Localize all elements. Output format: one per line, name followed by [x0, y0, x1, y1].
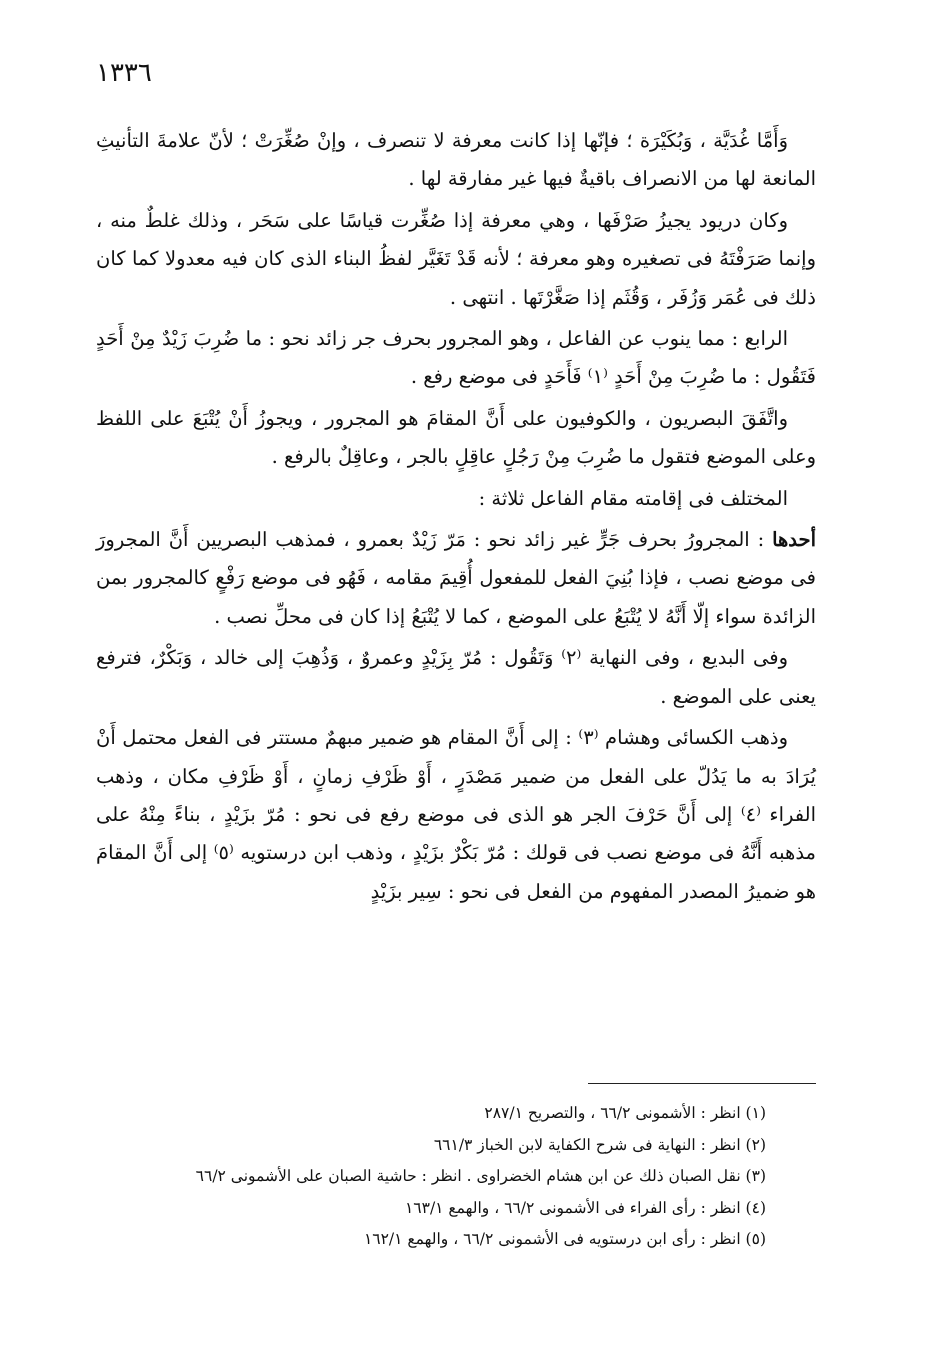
paragraph-text: المختلف فى إقامته مقام الفاعل ثلاثة : [478, 486, 788, 510]
paragraph-3 [96, 320, 816, 397]
footnote-2: (٢) انظر : النهاية فى شرح الكفاية لابن الخباز ٦٦١/٣ [433, 1135, 766, 1154]
footnote-4: (٤) انظر : رأى الفراء فى الأشمونى ٦٦/٢ ، والهمع ١٦٣/١ [404, 1198, 766, 1217]
paragraph-text: : المجرورُ بحرف جَرٍّ غير زائد نحو : مَرّ زَيْدٌ بعمرو ، فمذهب البصريين أَنَّ المجرورَ فى موضع نصب ، فإذا بُنِيَ الفعل للمفعول أُقِيمَ مقامه ، فَهُو فى موضع رَفْعٍ كالمجرور بمن الزائدة سواء إلّا أَنَّهُ لا يُتْبَعُ على الموضع ، كما لا يُتْبَعُ إذا كان فى محلِّ نصب . [96, 528, 816, 628]
paragraph-text: الرابع : مما ينوب عن الفاعل ، وهو المجرور بحرف جر زائد نحو : ما ضُرِبَ زَيْدٌ مِنْ أَحَدٍ فَتَقُول : ما ضُرِبَ مِنْ أَحَدٍ ⁽١⁾ فَأَحَدٍ فى موضع رفع . [96, 327, 816, 389]
paragraph-text: وَأَمَّا غُدَيَّة ، وَبُكَيْرَة ؛ فإنّها إذا كانت معرفة لا تنصرف ، وإنْ صُغِّرَتْ ؛ لأنّ علامةَ التأنيثِ المانعة لها من الانصراف باقيةٌ فيها غير مفارقة لها . [96, 129, 816, 191]
paragraph-lead: أحدها [772, 528, 816, 552]
paragraph-6 [96, 521, 816, 636]
page-number: ١٣٣٦ [96, 58, 152, 88]
footnote-divider [588, 1083, 816, 1084]
paragraph-text: وذهب الكسائى وهشام ⁽٣⁾ : إلى أَنَّ المقام هو ضمير مبهمٌ مستتر فى الفعل محتمل أَنْ يُرَادَ به ما يَدُلّ على الفعل من ضمير مَصْدَرٍ ، أَوْ ظَرْفِ زمانٍ ، أَوْ ظَرْفِ مكان ، وذهب الفراء ⁽٤⁾ إلى أَنَّ حَرْفَ الجر هو الذى فى موضع رفع فى نحو : مُرّ بزَيْدٍ ، بناءً مِنْهُ على مذهبه أَنَّهُ فى موضع نصب فى قولك : مُرّ بَكْرٌ بزَيْدٍ ، وذهب ابن درستويه ⁽٥⁾ إلى أَنَّ المقامَ هو ضميرُ المصدر المفهوم من الفعل فى نحو : سِير بزَيْدٍ [96, 726, 816, 903]
main-text [96, 122, 816, 914]
footnote-5: (٥) انظر : رأى ابن درستويه فى الأشمونى ٦٦/٢ ، والهمع ١٦٢/١ [363, 1230, 766, 1249]
footnote-1: (١) انظر : الأشمونى ٦٦/٢ ، والتصريح ٢٨٧/١ [484, 1104, 766, 1122]
footnote-3: (٣) نقل الصبان ذلك عن ابن هشام الخضراوى . انظر : حاشية الصبان على الأشمونى ٦٦/٢ [195, 1167, 766, 1186]
paragraph-1 [96, 122, 816, 199]
paragraph-4 [96, 400, 816, 477]
footnotes [66, 1098, 786, 1256]
paragraph-text: وكان دريود يجيزُ صَرْفَها ، وهي معرفة إذا صُغِّرت قياسًا على سَحَر ، وذلك غلطٌ منه ، وإنما صَرَفْتَهُ فى تصغيره وهو معرفة ؛ لأنه قَدْ تَغَيَّر لفظُ البناء الذى كان فيه معدولا كما كان ذلك فى عُمَر وَزُفَر ، وَقُثَم إذا صَغَّرْتَها . انتهى . [96, 208, 816, 309]
paragraph-7 [96, 639, 816, 716]
document-page [96, 0, 816, 1347]
paragraph-text: واتَّفَقَ البصريون ، والكوفيون على أَنَّ المقامَ هو المجرور ، ويجوزُ أَنْ يُتْبَعَ على اللفظ وعلى الموضع فتقول ما ضُرِبَ مِنْ رَجُلٍ عاقِلٍ بالجر ، وعاقِلٌ بالرفع . [96, 406, 816, 469]
paragraph-8 [96, 719, 816, 911]
paragraph-2 [96, 202, 816, 317]
paragraph-5 [96, 480, 816, 518]
paragraph-text: وفى البديع ، وفى النهاية ⁽٢⁾ وَتَقُول : مُرّ بِزَيْدٍ وعمروٌ ، وَذُهِبَ إلى خالد ، وَبَكْرٌ، فترفع يعنى على الموضع . [96, 646, 816, 708]
